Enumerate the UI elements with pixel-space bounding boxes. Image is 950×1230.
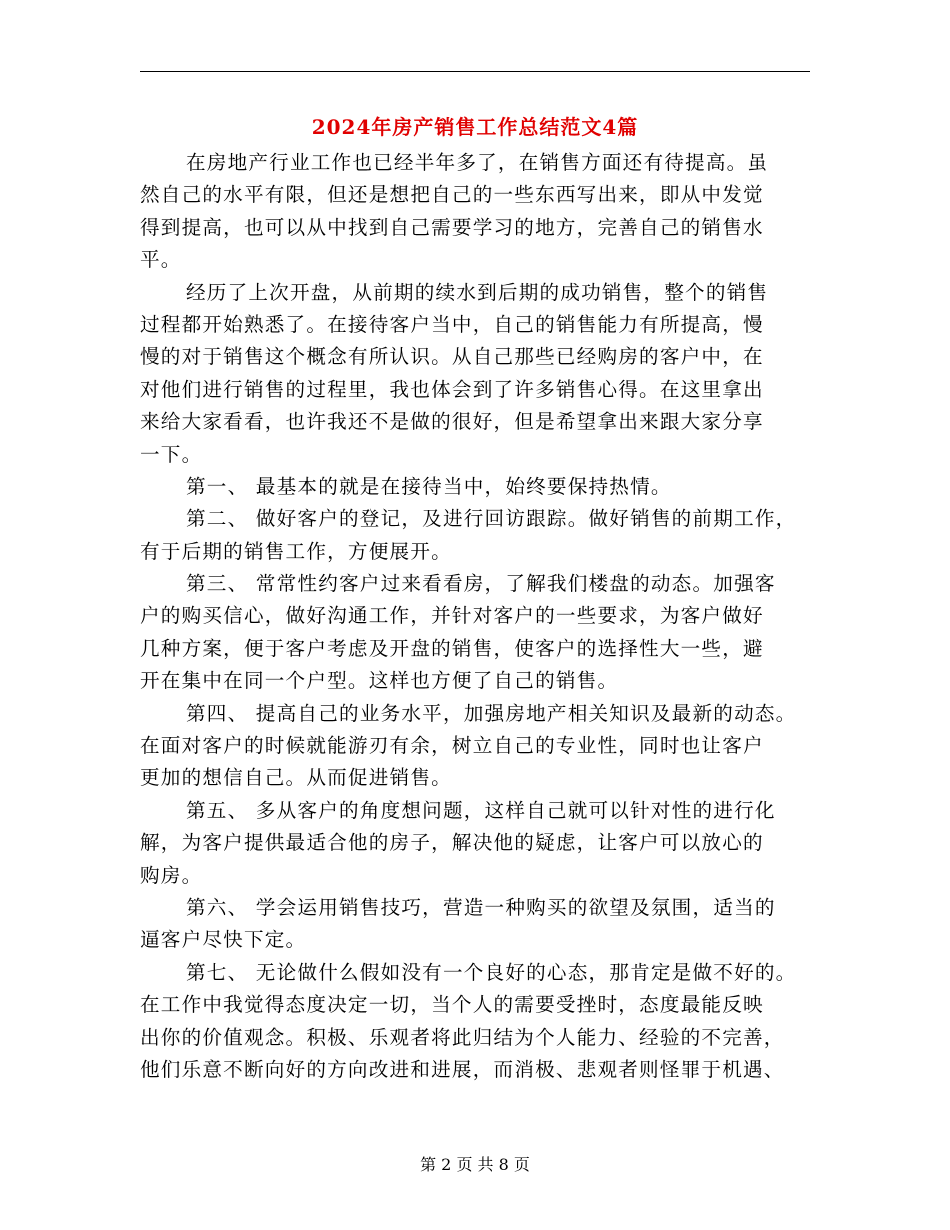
header-rule [140, 71, 810, 72]
paragraph-point-4 [140, 698, 810, 795]
paragraph-experience [140, 277, 810, 471]
paragraph-line: 过程都开始熟悉了。在接待客户当中，自己的销售能力有所提高，慢 [140, 312, 764, 336]
paragraph-line: 对他们进行销售的过程里，我也体会到了许多销售心得。在这里拿出 [140, 377, 764, 401]
document-body [140, 147, 810, 1086]
paragraph-line: 第一、 最基本的就是在接待当中，始终要保持热情。 [186, 474, 672, 498]
paragraph-line: 经历了上次开盘，从前期的续水到后期的成功销售，整个的销售 [186, 280, 769, 304]
paragraph-line: 得到提高，也可以从中找到自己需要学习的地方，完善自己的销售水 [140, 215, 764, 239]
paragraph-line: 慢的对于销售这个概念有所认识。从自己那些已经购房的客户中，在 [140, 345, 764, 369]
paragraph-point-3 [140, 568, 810, 698]
paragraph-line: 解，为客户提供最适合他的房子，解决他的疑虑，让客户可以放心的 [140, 831, 764, 855]
paragraph-line: 第四、 提高自己的业务水平，加强房地产相关知识及最新的动态。 [186, 701, 797, 725]
paragraph-line: 更加的想信自己。从而促进销售。 [140, 766, 452, 790]
paragraph-line: 一下。 [140, 442, 203, 466]
paragraph-line: 来给大家看看，也许我还不是做的很好，但是希望拿出来跟大家分享 [140, 410, 764, 434]
paragraph-line: 几种方案，便于客户考虑及开盘的销售，使客户的选择性大一些，避 [140, 636, 764, 660]
paragraph-line: 第五、 多从客户的角度想问题，这样自己就可以针对性的进行化 [186, 798, 776, 822]
paragraph-line: 第三、 常常性约客户过来看看房，了解我们楼盘的动态。加强客 [186, 572, 776, 596]
paragraph-line: 平。 [140, 248, 182, 272]
paragraph-point-1 [140, 471, 810, 503]
paragraph-line: 第二、 做好客户的登记，及进行回访跟踪。做好销售的前期工作， [186, 507, 797, 531]
paragraph-line: 然自己的水平有限，但还是想把自己的一些东西写出来，即从中发觉 [140, 183, 764, 207]
paragraph-point-2 [140, 503, 810, 568]
paragraph-line: 在房地产行业工作也已经半年多了，在销售方面还有待提高。虽 [186, 151, 769, 174]
document-title: 2024年房产销售工作总结范文4篇 [311, 115, 639, 139]
page-number-footer: 第 2 页 共 8 页 [420, 1155, 530, 1174]
paragraph-line: 在工作中我觉得态度决定一切，当个人的需要受挫时，态度最能反映 [140, 993, 764, 1017]
paragraph-line: 有于后期的销售工作，方便展开。 [140, 539, 452, 563]
paragraph-point-6 [140, 892, 810, 957]
paragraph-point-7 [140, 957, 810, 1087]
paragraph-intro [140, 147, 810, 277]
paragraph-line: 出你的价值观念。积极、乐观者将此归结为个人能力、经验的不完善， [140, 1025, 785, 1049]
paragraph-line: 购房。 [140, 863, 203, 887]
paragraph-line: 他们乐意不断向好的方向改进和进展，而消极、悲观者则怪罪于机遇、 [140, 1057, 785, 1081]
paragraph-line: 第六、 学会运用销售技巧，营造一种购买的欲望及氛围，适当的 [186, 895, 776, 919]
paragraph-point-5 [140, 795, 810, 892]
paragraph-line: 第七、 无论做什么假如没有一个良好的心态，那肯定是做不好的。 [186, 960, 797, 984]
paragraph-line: 开在集中在同一个户型。这样也方便了自己的销售。 [140, 669, 619, 693]
paragraph-line: 在面对客户的时候就能游刃有余，树立自己的专业性，同时也让客户 [140, 734, 764, 758]
paragraph-line: 逼客户尽快下定。 [140, 928, 307, 952]
paragraph-line: 户的购买信心，做好沟通工作，并针对客户的一些要求，为客户做好 [140, 604, 764, 628]
